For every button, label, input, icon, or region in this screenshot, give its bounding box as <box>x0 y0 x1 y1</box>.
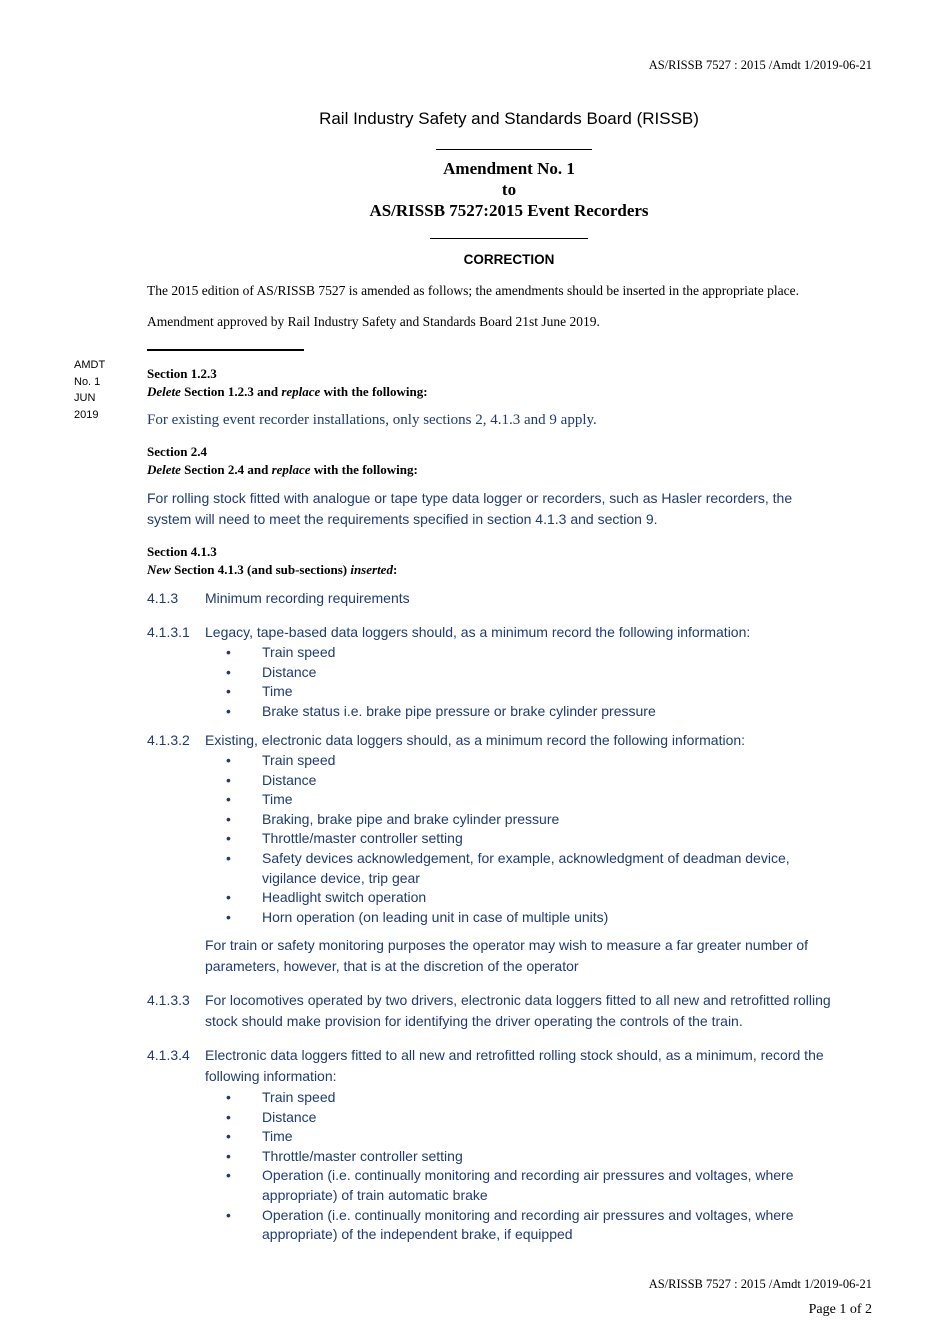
clause-4-1-3-2-note: For train or safety monitoring purposes the operator may wish to measure a far greater number of parameters, however, that is at the discretion of the operator <box>205 937 809 974</box>
bullet-icon: • <box>226 1147 231 1164</box>
bullet-icon: • <box>226 889 231 906</box>
amendment-standard: AS/RISSB 7527:2015 Event Recorders <box>369 201 649 220</box>
bullet-icon: • <box>226 1108 231 1125</box>
intro-paragraph: The 2015 edition of AS/RISSB 7527 is amended as follows; the amendments should be inserted in the appropriate place. <box>147 283 800 298</box>
list-item: • Braking, brake pipe and brake cylinder pressure <box>205 810 825 830</box>
clause-4-1-3-3 <box>147 990 867 1034</box>
section-title: Section 1.2.3 <box>147 366 217 381</box>
list-item: • Time <box>205 790 825 810</box>
list-item: • Time <box>205 1127 825 1147</box>
section-title: Section 2.4 <box>147 444 207 459</box>
clause-number: 4.1.3 <box>147 590 179 606</box>
footer-reference: AS/RISSB 7527 : 2015 /Amdt 1/2019-06-21 <box>648 1277 872 1291</box>
list-item: • Train speed <box>205 751 825 771</box>
list-item: • Safety devices acknowledgement, for example, acknowledgment of deadman device, vigilance device, trip gear <box>226 849 790 886</box>
list-item: • Brake status i.e. brake pipe pressure or brake cylinder pressure <box>205 702 825 722</box>
correction-label: CORRECTION <box>463 252 555 267</box>
section-2-4-heading <box>147 443 418 479</box>
bullet-icon: • <box>226 702 231 719</box>
clause-text: Legacy, tape-based data loggers should, as a minimum record the following information: <box>205 624 751 640</box>
bullet-icon: • <box>226 752 231 768</box>
section-title: Section 4.1.3 <box>147 544 217 559</box>
list-item: • Operation (i.e. continually monitoring and recording air pressures and voltages, where appropriate) of train automatic brake <box>226 1167 794 1203</box>
page-number: Page 1 of 2 <box>808 1302 872 1317</box>
section-instruction: New Section 4.1.3 (and sub-sections) inserted: <box>147 562 398 577</box>
section-2-4-text: For rolling stock fitted with analogue or tape type data logger or recorders, such as Hasler recorders, the system will need to meet the requirements specified in section 4.1.3 and section 9. <box>147 490 793 527</box>
title-rule-top <box>436 149 592 150</box>
clause-text: Existing, electronic data loggers should, as a minimum record the following information: <box>205 732 746 748</box>
list-item: • Headlight switch operation <box>205 888 825 908</box>
margin-note-line: AMDT <box>74 359 106 371</box>
title-rule-bottom <box>430 238 588 239</box>
clause-title: Minimum recording requirements <box>205 590 410 606</box>
bullet-icon: • <box>226 908 231 925</box>
bullet-icon: • <box>226 1089 231 1105</box>
header-reference: AS/RISSB 7527 : 2015 /Amdt 1/2019-06-21 <box>648 58 872 72</box>
clause-number: 4.1.3.2 <box>147 732 190 748</box>
bullet-icon: • <box>226 1167 231 1184</box>
bullet-icon: • <box>226 791 231 808</box>
bullet-icon: • <box>226 683 231 700</box>
bullet-icon: • <box>226 1128 231 1145</box>
bullet-icon: • <box>226 849 231 866</box>
margin-note-line: 2019 <box>74 408 99 421</box>
list-item: • Throttle/master controller setting <box>205 829 825 849</box>
bullet-icon: • <box>226 663 231 680</box>
bullet-icon: • <box>226 1206 231 1223</box>
clause-text: For locomotives operated by two drivers, electronic data loggers fitted to all new and retrofitted rolling stock should make provision for identifying the driver operating the controls of the train. <box>205 992 831 1029</box>
list-item: • Train speed <box>205 643 825 663</box>
clause-4-1-3-4-list <box>205 1088 825 1245</box>
amendment-number: Amendment No. 1 <box>443 159 575 178</box>
section-divider <box>147 349 304 351</box>
section-instruction: Delete Section 1.2.3 and replace with the following: <box>147 384 428 399</box>
clause-number: 4.1.3.1 <box>147 624 190 640</box>
margin-note-line: No. 1 <box>74 375 101 388</box>
section-4-1-3-heading <box>147 543 397 579</box>
bullet-icon: • <box>226 644 231 660</box>
margin-note-line: JUN <box>74 392 96 404</box>
clause-number: 4.1.3.4 <box>147 1047 190 1063</box>
bullet-icon: • <box>226 830 231 847</box>
list-item: • Horn operation (on leading unit in case of multiple units) <box>205 908 825 928</box>
clause-4-1-3-1-list <box>205 643 825 721</box>
list-item: • Distance <box>205 1108 825 1128</box>
list-item: • Distance <box>205 663 825 683</box>
clause-text: Electronic data loggers fitted to all new and retrofitted rolling stock should, as a minimum, record the following information: <box>205 1047 824 1084</box>
amendment-to: to <box>501 180 517 199</box>
list-item: • Time <box>205 682 825 702</box>
section-1-2-3-text: For existing event recorder installations, only sections 2, 4.1.3 and 9 apply. <box>147 412 597 428</box>
list-item: • Operation (i.e. continually monitoring and recording air pressures and voltages, where appropriate) of the independent brake, if equipped <box>226 1206 794 1243</box>
amendment-margin-note <box>74 357 105 423</box>
clause-number: 4.1.3.3 <box>147 992 190 1008</box>
list-item: • Throttle/master controller setting <box>205 1147 825 1167</box>
bullet-icon: • <box>226 771 231 788</box>
amendment-title <box>0 158 950 221</box>
organisation-title: Rail Industry Safety and Standards Board (RISSB) <box>319 109 699 128</box>
list-item: • Train speed <box>205 1088 825 1108</box>
section-instruction: Delete Section 2.4 and replace with the following: <box>147 462 418 477</box>
clause-4-1-3-4 <box>147 1045 867 1089</box>
section-1-2-3-heading <box>147 365 428 401</box>
bullet-icon: • <box>226 810 231 827</box>
approval-paragraph: Amendment approved by Rail Industry Safety and Standards Board 21st June 2019. <box>147 314 600 329</box>
clause-4-1-3-2-list <box>205 751 825 927</box>
list-item: • Distance <box>205 771 825 791</box>
